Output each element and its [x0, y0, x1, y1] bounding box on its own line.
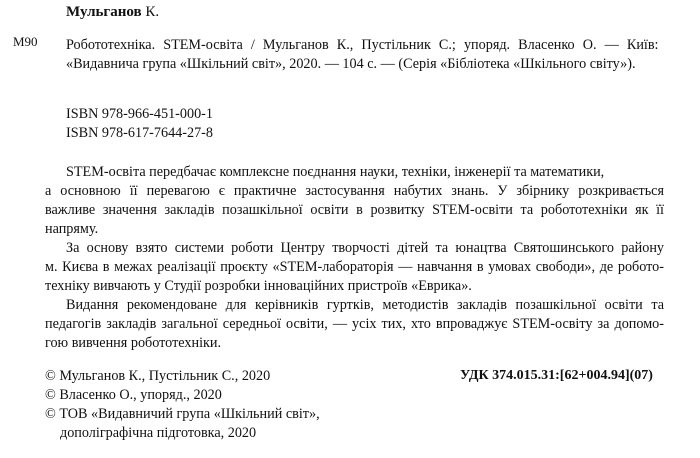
isbn-2: ISBN 978-617-7644-27-8 — [66, 125, 213, 141]
author-mark-code: М90 — [13, 34, 38, 49]
isbn-1: ISBN 978-966-451-000-1 — [66, 106, 213, 122]
author-surname: Мульганов — [66, 4, 142, 20]
abstract-line-5: За основу взято системи роботи Центру творчості дітей та юнацтва Святошинського району — [66, 240, 664, 256]
abstract-line-4: напряму. — [45, 221, 99, 237]
copyright-compiler: © Власенко О., упоряд., 2020 — [45, 387, 222, 403]
bibliographic-description-line-2: «Видавнича група «Шкільний світ», 2020. — 104 с. — (Серія «Бібліотека «Шкільного світу»). — [66, 56, 636, 72]
copyright-publisher: © ТОВ «Видавничий група «Шкільний світ», — [45, 406, 320, 422]
bibliographic-description-line-1: Робототехніка. STEM-освіта / Мульганов К., Пустільник С.; упоряд. Власенко О. — Київ: — [66, 37, 659, 53]
abstract-line-6: м. Києва в межах реалізації проєкту «STEM-лабораторія — навчання в умовах свободи», де робото- — [45, 259, 664, 275]
author-heading — [66, 3, 159, 21]
copyright-prepress: дополіграфічна підготовка, 2020 — [60, 425, 257, 441]
abstract-line-1: STEM-освіта передбачає комплексне поєднання науки, техніки, інженерії та математики, — [66, 164, 605, 180]
abstract-line-8: Видання рекомендоване для керівників гуртків, методистів закладів позашкільної освіти та — [66, 297, 664, 313]
udk-code: УДК 374.015.31:[62+004.94](07) — [460, 368, 653, 383]
abstract-line-9: педагогів закладів загальної середньої освіти, — усіх тих, хто впроваджує STEM-освіту за допомо- — [45, 316, 664, 332]
abstract-line-2: а основною її перевагою є практичне застосування набутих знань. У збірнику розкривається — [45, 183, 664, 199]
abstract-line-10: гою вивчення робототехніки. — [45, 335, 222, 351]
copyright-authors: © Мульганов К., Пустільник С., 2020 — [45, 368, 271, 384]
author-initial: К. — [145, 4, 160, 20]
abstract-line-3: важливе значення закладів позашкільної освіти в розвитку STEM-освіти та робототехніки як її — [45, 202, 664, 218]
abstract-line-7: техніку вивчають у Студії розробки інноваційних пристроїв «Еврика». — [45, 278, 472, 294]
